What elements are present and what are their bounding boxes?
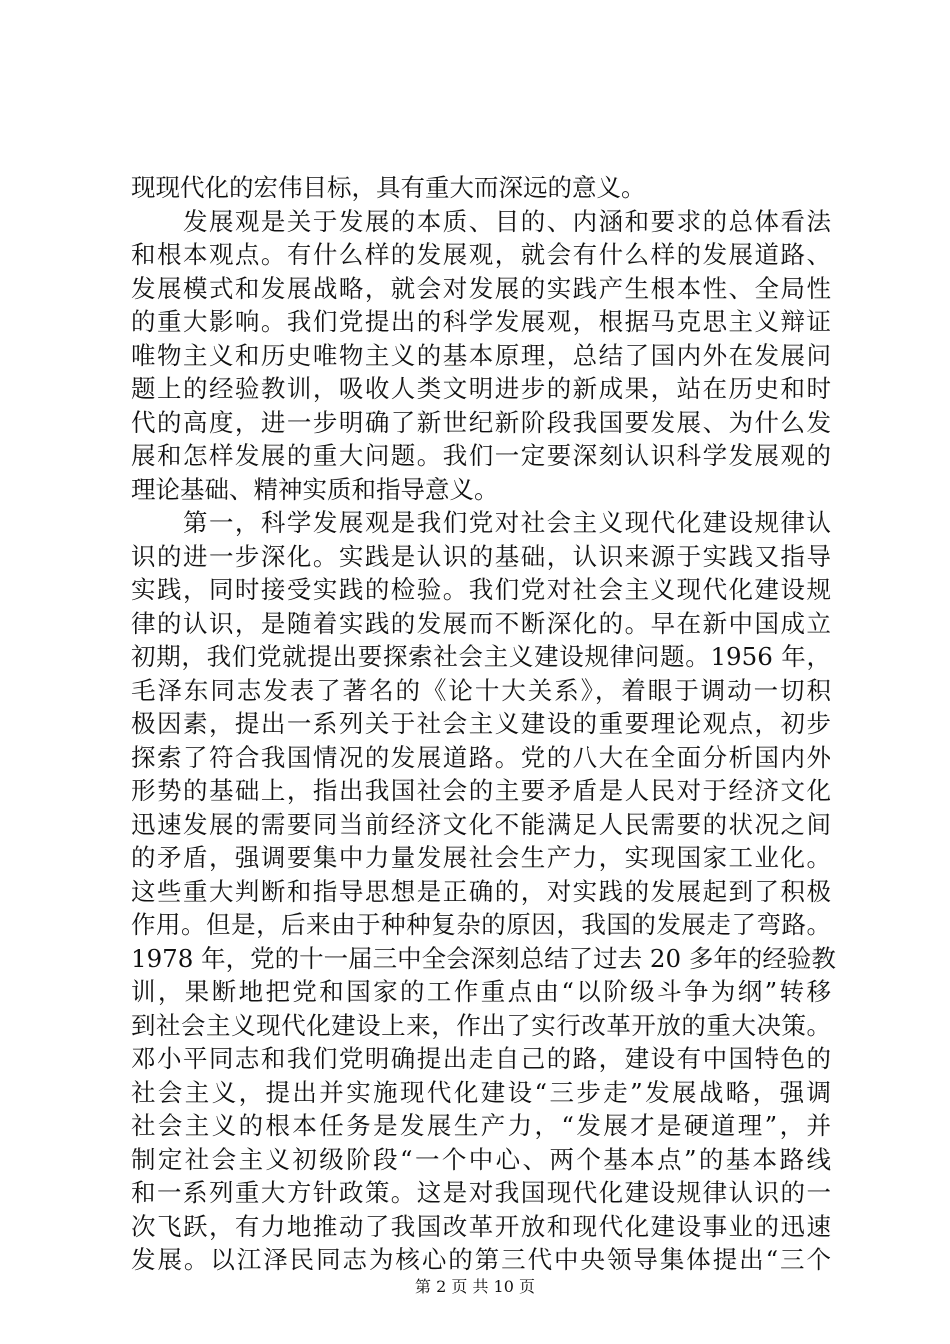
text-line: 初期，我们党就提出要探索社会主义建设规律问题。1956 年， (131, 642, 831, 671)
text-line: 迅速发展的需要同当前经济文化不能满足人民需要的状况之间 (131, 809, 831, 839)
text-line: 代的高度，进一步明确了新世纪新阶段我国要发展、为什么发 (131, 407, 831, 437)
text-line: 的重大影响。我们党提出的科学发展观，根据马克思主义辩证 (131, 307, 831, 336)
text-line: 现现代化的宏伟目标，具有重大而深远的意义。 (131, 173, 646, 202)
text-line: 到社会主义现代化建设上来，作出了实行改革开放的重大决策。 (131, 1010, 831, 1040)
text-line: 理论基础、精神实质和指导意义。 (131, 474, 499, 504)
text-line: 这些重大判断和指导思想是正确的，对实践的发展起到了积极 (131, 876, 831, 906)
text-line: 和一系列重大方针政策。这是对我国现代化建设规律认识的一 (131, 1178, 831, 1207)
text-line: 发展。以江泽民同志为核心的第三代中央领导集体提出“三个 (131, 1245, 831, 1274)
text-line: 题上的经验教训，吸收人类文明进步的新成果，站在历史和时 (131, 374, 831, 403)
text-line: 唯物主义和历史唯物主义的基本原理，总结了国内外在发展问 (131, 340, 831, 370)
text-line: 的矛盾，强调要集中力量发展社会生产力，实现国家工业化。 (131, 843, 831, 872)
text-line: 社会主义，提出并实施现代化建设“三步走”发展战略，强调 (131, 1077, 831, 1107)
body-text (131, 171, 836, 1277)
text-line: 邓小平同志和我们党明确提出走自己的路，建设有中国特色的 (131, 1044, 831, 1073)
text-line: 发展模式和发展战略，就会对发展的实践产生根本性、全局性 (131, 273, 831, 303)
text-line: 社会主义的根本任务是发展生产力，“发展才是硬道理”，并 (131, 1111, 831, 1140)
text-line: 训，果断地把党和国家的工作重点由“以阶级斗争为纲”转移 (131, 977, 831, 1006)
text-line: 第一，科学发展观是我们党对社会主义现代化建设规律认 (131, 508, 831, 537)
text-line: 探索了符合我国情况的发展道路。党的八大在全面分析国内外 (131, 742, 831, 772)
text-line: 展和怎样发展的重大问题。我们一定要深刻认识科学发展观的 (131, 441, 831, 470)
text-line: 发展观是关于发展的本质、目的、内涵和要求的总体看法 (131, 206, 831, 236)
text-line: 毛泽东同志发表了著名的《论十大关系》，着眼于调动一切积 (131, 675, 831, 705)
text-line: 律的认识，是随着实践的发展而不断深化的。早在新中国成立 (131, 608, 831, 638)
text-line: 次飞跃，有力地推动了我国改革开放和现代化建设事业的迅速 (131, 1211, 831, 1241)
text-line: 1978 年，党的十一届三中全会深刻总结了过去 20 多年的经验教 (131, 943, 836, 973)
text-line: 实践，同时接受实践的检验。我们党对社会主义现代化建设规 (131, 575, 831, 604)
text-line: 制定社会主义初级阶段“一个中心、两个基本点”的基本路线 (131, 1144, 831, 1174)
page-footer: 第 2 页 共 10 页 (415, 1277, 535, 1296)
text-line: 识的进一步深化。实践是认识的基础，认识来源于实践又指导 (131, 541, 831, 571)
text-line: 形势的基础上，指出我国社会的主要矛盾是人民对于经济文化 (131, 776, 831, 805)
text-line: 极因素，提出一系列关于社会主义建设的重要理论观点，初步 (131, 709, 831, 738)
text-line: 作用。但是，后来由于种种复杂的原因，我国的发展走了弯路。 (131, 910, 831, 939)
text-line: 和根本观点。有什么样的发展观，就会有什么样的发展道路、 (131, 240, 831, 269)
